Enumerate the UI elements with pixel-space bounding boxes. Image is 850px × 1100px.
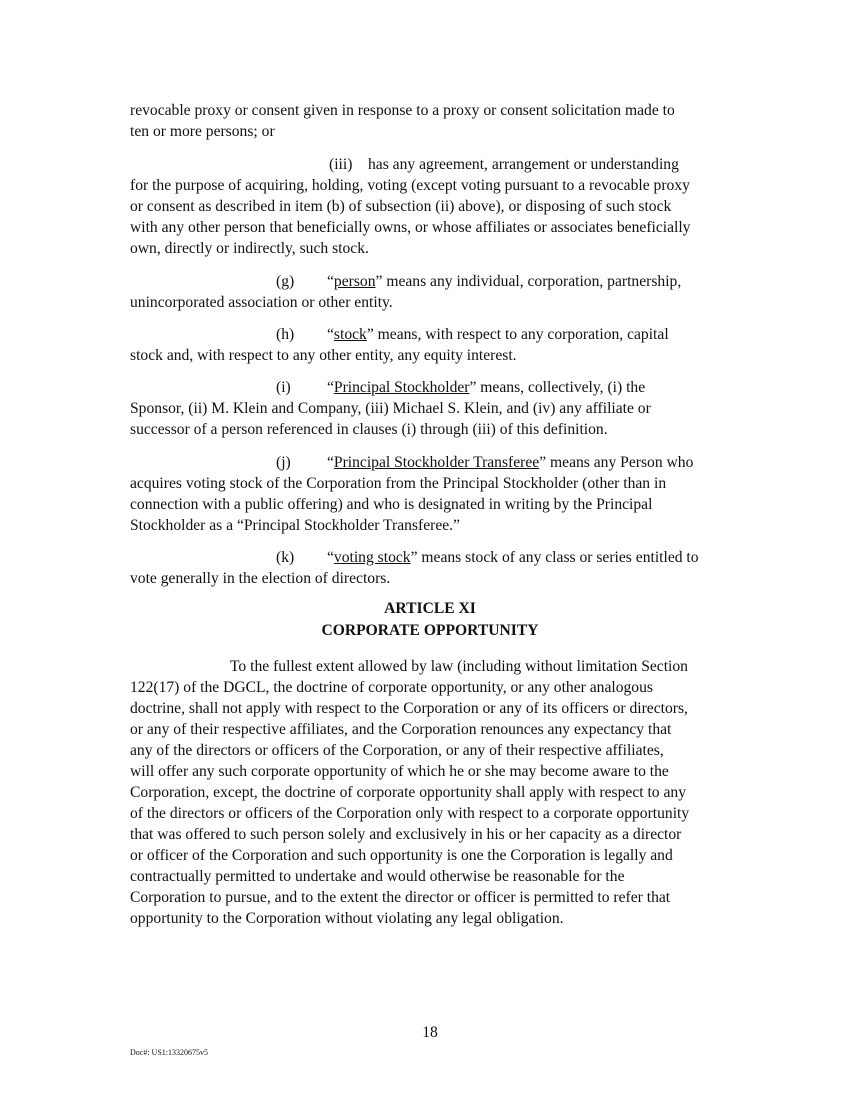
defined-term: stock (333, 326, 367, 343)
body-line: vote generally in the election of directors. (130, 570, 391, 587)
body-line: successor of a person referenced in clauses (i) through (iii) of this definition. (130, 421, 608, 438)
page-number: 18 (422, 1024, 438, 1041)
definition-text: ” means any Person who (539, 454, 694, 471)
definition-marker: (h) (276, 326, 295, 343)
body-line: acquires voting stock of the Corporation from the Principal Stockholder (other than in (130, 475, 667, 492)
body-line: ten or more persons; or (130, 123, 275, 140)
body-line: with any other person that beneficially owns, or whose affiliates or associates beneficially (130, 219, 691, 236)
clause-marker: (iii) (329, 156, 353, 173)
body-line: for the purpose of acquiring, holding, voting (except voting pursuant to a revocable proxy (130, 177, 690, 194)
body-line: Stockholder as a “Principal Stockholder Transferee.” (130, 517, 460, 534)
open-quote: “ (327, 326, 334, 343)
clause-text: has any agreement, arrangement or understanding (368, 156, 679, 173)
article-number: ARTICLE XI (384, 600, 476, 617)
clause-iii-first-line (130, 156, 679, 174)
definition-marker: (k) (276, 549, 295, 566)
body-line: or any of their respective affiliates, and the Corporation renounces any expectancy that (130, 721, 672, 738)
open-quote: “ (327, 454, 334, 471)
article-first-line (130, 658, 688, 676)
defined-term: Principal Stockholder (333, 379, 470, 396)
body-line: Corporation, except, the doctrine of corporate opportunity shall apply with respect to any (130, 784, 687, 801)
defined-term: person (333, 273, 376, 290)
definition-h-first-line (130, 326, 669, 344)
open-quote: “ (327, 273, 334, 290)
definition-text: ” means, with respect to any corporation, capital (366, 326, 669, 343)
definition-text: ” means stock of any class or series entitled to (410, 549, 699, 566)
document-id: Doc#: US1:13320675v5 (130, 1048, 208, 1057)
open-quote: “ (327, 549, 334, 566)
body-line: revocable proxy or consent given in response to a proxy or consent solicitation made to (130, 102, 675, 119)
open-quote: “ (327, 379, 334, 396)
body-line: of the directors or officers of the Corporation only with respect to a corporate opportunity (130, 805, 690, 822)
definition-text: ” means any individual, corporation, partnership, (375, 273, 682, 290)
definition-i-first-line (130, 379, 645, 397)
body-line: 122(17) of the DGCL, the doctrine of corporate opportunity, or any other analogous (130, 679, 653, 696)
definition-marker: (g) (276, 273, 295, 290)
body-line: unincorporated association or other entity. (130, 294, 393, 311)
definition-k-first-line (130, 549, 699, 567)
body-line: Corporation to pursue, and to the extent the director or officer is permitted to refer that (130, 889, 671, 906)
article-title: CORPORATE OPPORTUNITY (321, 622, 539, 639)
body-line: stock and, with respect to any other entity, any equity interest. (130, 347, 517, 364)
definition-g-first-line (130, 273, 681, 291)
body-line: any of the directors or officers of the Corporation, or any of their respective affiliates, (130, 742, 664, 759)
body-line: or officer of the Corporation and such opportunity is one the Corporation is legally and (130, 847, 673, 864)
body-line: opportunity to the Corporation without violating any legal obligation. (130, 910, 564, 927)
definition-marker: (i) (276, 379, 291, 396)
body-line: that was offered to such person solely and exclusively in his or her capacity as a director (130, 826, 682, 843)
article-text: To the fullest extent allowed by law (including without limitation Section (230, 658, 688, 675)
body-line: will offer any such corporate opportunity of which he or she may become aware to the (130, 763, 669, 780)
body-line: or consent as described in item (b) of subsection (ii) above), or disposing of such stock (130, 198, 672, 215)
definition-marker: (j) (276, 454, 291, 471)
body-line: Sponsor, (ii) M. Klein and Company, (iii) Michael S. Klein, and (iv) any affiliate or (130, 400, 651, 417)
body-line: connection with a public offering) and who is designated in writing by the Principal (130, 496, 653, 513)
body-line: contractually permitted to undertake and would otherwise be reasonable for the (130, 868, 625, 885)
definition-j-first-line (130, 454, 693, 472)
body-line: own, directly or indirectly, such stock. (130, 240, 369, 257)
defined-term: voting stock (333, 549, 411, 566)
body-line: doctrine, shall not apply with respect to the Corporation or any of its officers or directors, (130, 700, 688, 717)
definition-text: ” means, collectively, (i) the (469, 379, 646, 396)
defined-term: Principal Stockholder Transferee (333, 454, 540, 471)
